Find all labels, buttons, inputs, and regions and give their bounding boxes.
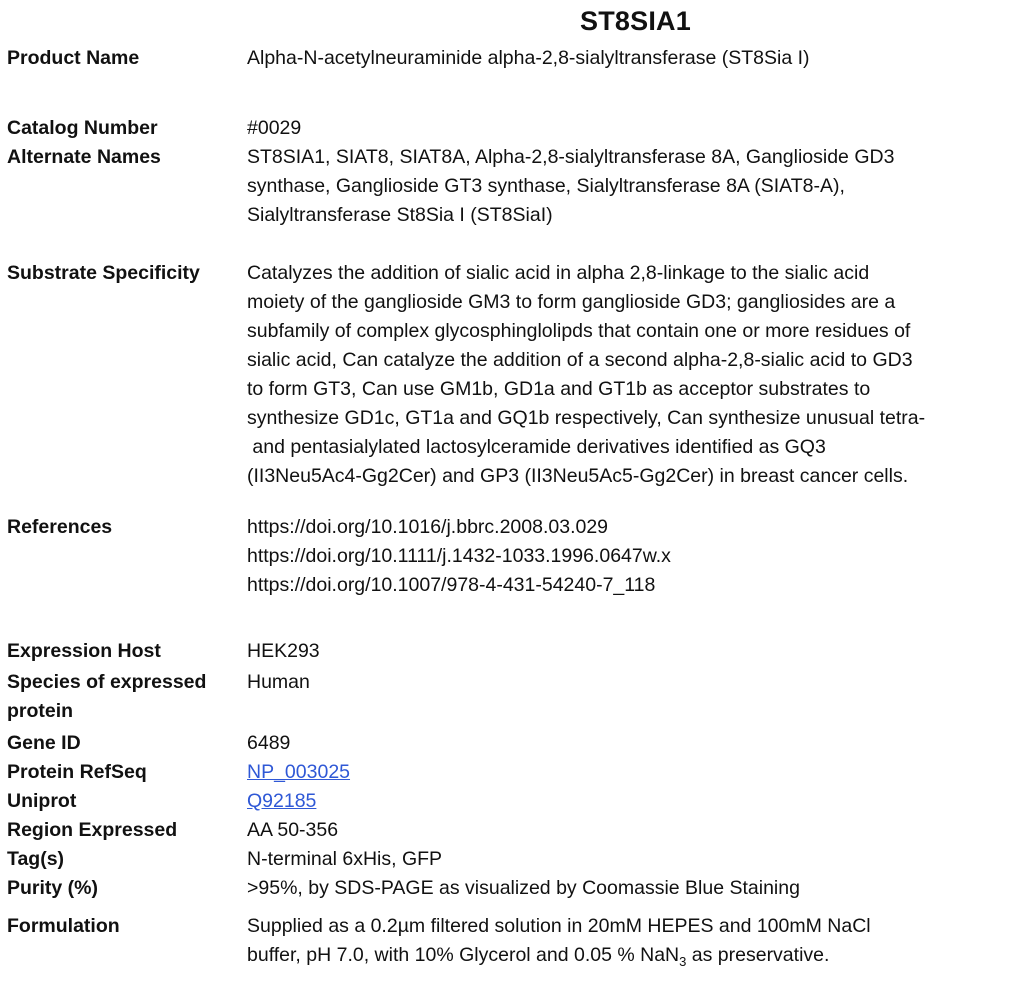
uniprot-link[interactable]: Q92185 — [247, 790, 317, 812]
purity-label: Purity (%) — [7, 877, 99, 899]
formulation-value — [247, 912, 1017, 970]
formulation-line — [247, 941, 1017, 970]
species-value: Human — [247, 671, 310, 693]
alternate-names-label: Alternate Names — [7, 146, 161, 168]
product-name-label: Product Name — [7, 47, 140, 69]
alternate-names-value — [247, 143, 1017, 230]
substrate-specificity-label: Substrate Specificity — [7, 262, 200, 284]
formulation-line: Supplied as a 0.2µm filtered solution in 20mM HEPES and 100mM NaCl — [247, 915, 871, 937]
species-label — [7, 668, 237, 726]
tags-label: Tag(s) — [7, 848, 65, 870]
product-name-value: Alpha-N-acetylneuraminide alpha-2,8-sialyltransferase (ST8Sia I) — [247, 47, 810, 69]
gene-id-value: 6489 — [247, 732, 291, 754]
formulation-line2-post: as preservative. — [686, 944, 830, 966]
substrate-line: synthesize GD1c, GT1a and GQ1b respectively, Can synthesize unusual tetra- — [247, 407, 926, 429]
reference-link[interactable]: https://doi.org/10.1016/j.bbrc.2008.03.029 — [247, 516, 609, 538]
substrate-line: (II3Neu5Ac4-Gg2Cer) and GP3 (II3Neu5Ac5-Gg2Cer) in breast cancer cells. — [247, 465, 909, 487]
catalog-number-label: Catalog Number — [7, 117, 158, 139]
references-label: References — [7, 516, 113, 538]
substrate-line: Catalyzes the addition of sialic acid in alpha 2,8-linkage to the sialic acid — [247, 262, 870, 284]
region-expressed-label: Region Expressed — [7, 819, 178, 841]
uniprot-value — [247, 787, 1017, 816]
alternate-names-line: synthase, Ganglioside GT3 synthase, Sialyltransferase 8A (SIAT8-A), — [247, 175, 845, 197]
formulation-line2-pre: buffer, pH 7.0, with 10% Glycerol and 0.05 % NaN — [247, 944, 680, 966]
species-label-line: Species of expressed — [7, 671, 207, 693]
substrate-specificity-value — [247, 259, 1017, 491]
uniprot-label: Uniprot — [7, 790, 77, 812]
expression-host-value: HEK293 — [247, 640, 320, 662]
references-value — [247, 513, 1017, 600]
page-title: ST8SIA1 — [580, 6, 691, 36]
substrate-line: moiety of the ganglioside GM3 to form ganglioside GD3; gangliosides are a — [247, 291, 896, 313]
formulation-subscript: 3 — [679, 953, 687, 969]
substrate-line: subfamily of complex glycosphinglolipds that contain one or more residues of — [247, 320, 911, 342]
formulation-label: Formulation — [7, 915, 120, 937]
substrate-line: sialic acid, Can catalyze the addition of a second alpha-2,8-sialic acid to GD3 — [247, 349, 913, 371]
reference-link[interactable]: https://doi.org/10.1111/j.1432-1033.1996.0647w.x — [247, 545, 671, 567]
reference-link[interactable]: https://doi.org/10.1007/978-4-431-54240-7_118 — [247, 574, 656, 596]
protein-refseq-value — [247, 758, 1017, 787]
alternate-names-line: ST8SIA1, SIAT8, SIAT8A, Alpha-2,8-sialyltransferase 8A, Ganglioside GD3 — [247, 146, 895, 168]
purity-value: >95%, by SDS-PAGE as visualized by Coomassie Blue Staining — [247, 877, 800, 899]
protein-refseq-link[interactable]: NP_003025 — [247, 761, 351, 783]
substrate-line: and pentasialylated lactosylceramide derivatives identified as GQ3 — [247, 436, 826, 458]
expression-host-label: Expression Host — [7, 640, 161, 662]
alternate-names-line: Sialyltransferase St8Sia I (ST8SiaI) — [247, 204, 553, 226]
region-expressed-value: AA 50-356 — [247, 819, 339, 841]
gene-id-label: Gene ID — [7, 732, 81, 754]
protein-refseq-label: Protein RefSeq — [7, 761, 147, 783]
substrate-line: to form GT3, Can use GM1b, GD1a and GT1b as acceptor substrates to — [247, 378, 871, 400]
species-label-line: protein — [7, 700, 74, 722]
catalog-number-value: #0029 — [247, 117, 302, 139]
tags-value: N-terminal 6xHis, GFP — [247, 848, 443, 870]
